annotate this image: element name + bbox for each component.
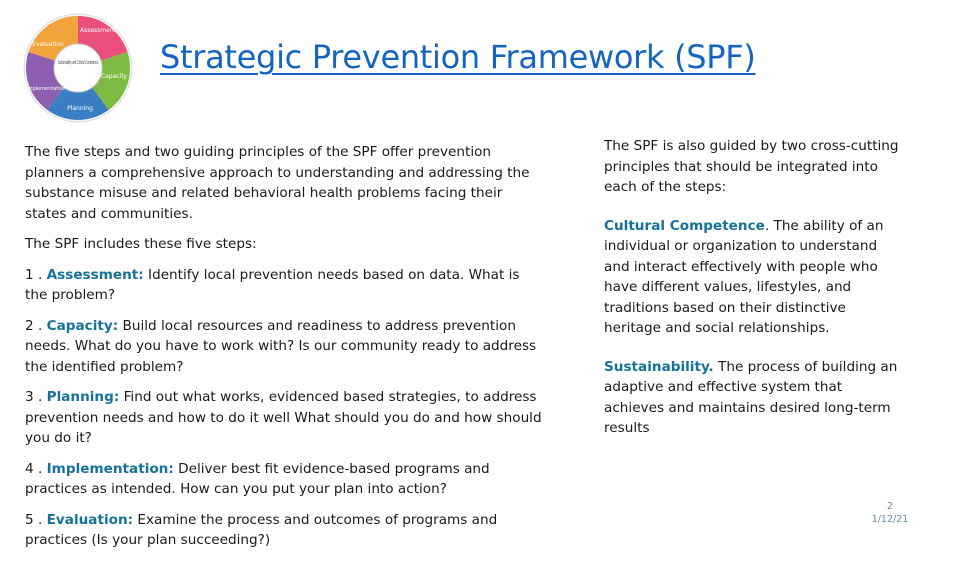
principle-label: Cultural Competence bbox=[604, 217, 765, 234]
step-planning: 3 . Planning: Find out what works, evidenced based strategies, to address prevention needs and how to do it well What should you do and how should you do it? bbox=[25, 389, 542, 446]
principles-intro: The SPF is also guided by two cross-cutting principles that should be integrated into each of the steps: bbox=[604, 138, 899, 195]
logo-planning-label: Planning bbox=[67, 105, 93, 112]
principle-label: Sustainability. bbox=[604, 358, 714, 375]
right-column bbox=[604, 136, 904, 457]
left-column bbox=[25, 142, 545, 561]
principle-sustainability: Sustainability. The process of building an adaptive and effective system that achieves and maintains desired long-term results bbox=[604, 358, 898, 436]
step-label: Assessment: bbox=[46, 266, 144, 283]
principle-cultural-competence: Cultural Competence. The ability of an individual or organization to understand and interact effectively with people who have different values, lifestyles, and traditions based on their distinctive heritage and social relationships. bbox=[604, 217, 884, 336]
slide-date: 1/12/21 bbox=[871, 514, 909, 525]
logo-implementation-label: Implementation bbox=[26, 86, 66, 92]
page-title: Strategic Prevention Framework (SPF) bbox=[160, 38, 756, 76]
spf-cycle-logo bbox=[22, 12, 134, 124]
logo-center-text: Sustainability and Cultural Competence bbox=[58, 60, 98, 66]
step-label: Evaluation: bbox=[46, 511, 134, 528]
step-evaluation: 5 . Evaluation: Examine the process and outcomes of programs and practices (Is your plan succeeding?) bbox=[25, 511, 498, 548]
intro-paragraph: The five steps and two guiding principles of the SPF offer prevention planners a comprehensive approach to understanding and addressing the substance misuse and related behavioral health problems facing their states and communities. bbox=[25, 144, 530, 222]
logo-assessment-label: Assessment bbox=[80, 27, 116, 34]
page-number: 2 bbox=[886, 501, 894, 512]
step-capacity: 2 . Capacity: Build local resources and readiness to address prevention needs. What do you have to work with? Is our community ready to address the identified problem? bbox=[25, 317, 537, 375]
step-label: Planning: bbox=[46, 389, 120, 405]
step-label: Capacity: bbox=[46, 317, 119, 334]
slide-footer bbox=[858, 500, 922, 526]
step-assessment: 1 . Assessment: Identify local prevention needs based on data. What is the problem? bbox=[25, 266, 520, 303]
logo-evaluation-label: Evaluation bbox=[32, 41, 64, 48]
step-implementation: 4 . Implementation: Deliver best fit evidence-based programs and practices as intended. How can you put your plan into action? bbox=[25, 460, 490, 497]
logo-capacity-label: Capacity bbox=[100, 73, 128, 80]
steps-heading: The SPF includes these five steps: bbox=[25, 236, 257, 252]
step-label: Implementation: bbox=[46, 460, 174, 477]
